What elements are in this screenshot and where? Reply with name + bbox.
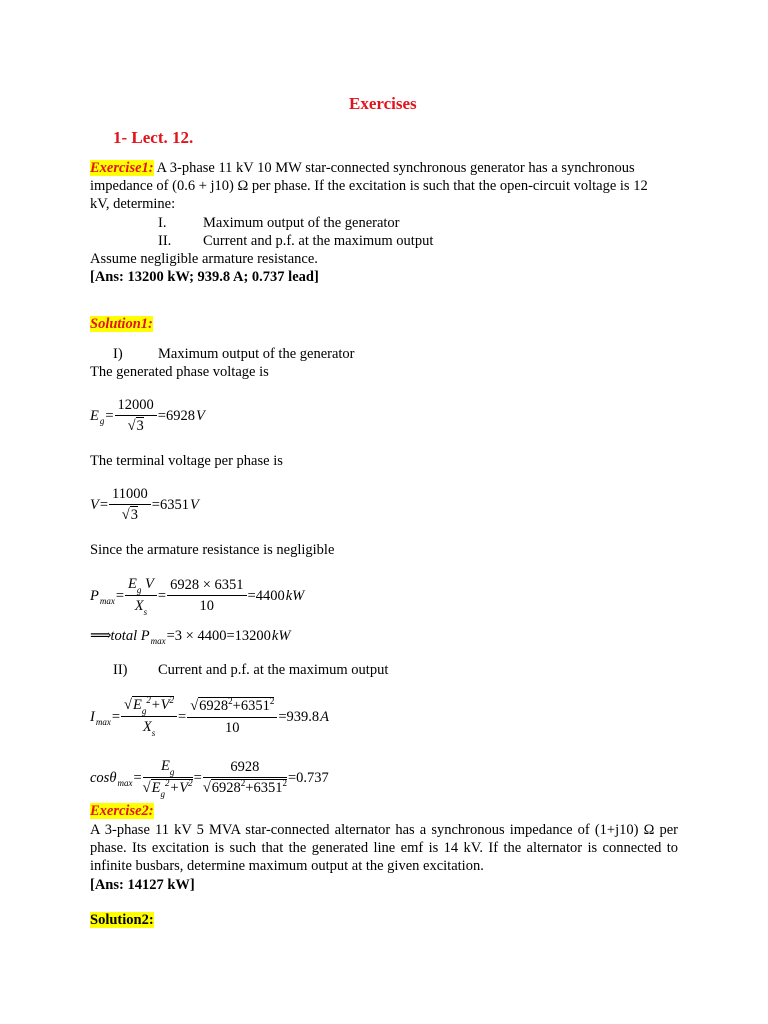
implies-arrow-icon: ⟹ (90, 628, 110, 644)
pmax-lhs: P (90, 587, 99, 604)
cos-num2: 6928 (203, 758, 287, 778)
part2-num: II) (113, 662, 128, 678)
exercise2-label: Exercise2: (90, 803, 154, 819)
pmax-num1-b: V (141, 576, 154, 592)
cos-result: =0.737 (287, 769, 329, 786)
solution1-label: Solution1: (90, 316, 153, 332)
pmax-num1: E (128, 576, 137, 592)
pmax-fraction-2 (167, 576, 246, 615)
imax-result: =939.8 (278, 708, 320, 725)
pmax-num2: 6928 × 6351 (167, 576, 246, 596)
eg-unit: V (195, 407, 205, 424)
exercise1-item-1-text: Maximum output of the generator (203, 215, 400, 231)
pmax-den1: X (134, 598, 144, 614)
imax-unit: A (320, 708, 330, 725)
cos-fraction-1: $\frac{E_g}{√E_g^2+V^2}$ (142, 758, 193, 799)
v-lhs: V (90, 496, 99, 513)
exercise1-assume: Assume negligible armature resistance. (90, 251, 318, 267)
eg-result: =6928 (157, 407, 195, 424)
lecture-heading: 1- Lect. 12. (113, 128, 194, 147)
cos-lhs-sub: max (117, 777, 133, 788)
eg-lhs: E (90, 407, 99, 424)
exercise1-line3: kV, determine: (90, 196, 176, 212)
v-denominator: 3 (130, 507, 139, 523)
page-title: Exercises (349, 94, 417, 113)
eg-numerator: 12000 (115, 396, 157, 416)
imax-lhs-sub: max (95, 716, 111, 727)
eg-denominator: 3 (136, 418, 144, 434)
total-prefix: total P (110, 628, 150, 644)
cos-den2b: +6351 (245, 779, 283, 796)
imax-den1: X (142, 719, 152, 735)
cos-fraction-2: $\frac{6928}{√6928^2+6351^2}$ (202, 758, 287, 796)
exercise1-line1: A 3-phase 11 kV 10 MW star-connected synchronous generator has a synchronous (153, 160, 635, 176)
v-numerator: 11000 (109, 485, 151, 505)
pmax-num1-sub: g (136, 585, 142, 595)
part1-text: Maximum output of the generator (158, 346, 355, 362)
equation-eg: E g = $\frac{12000}{√3}$ =6928 V (90, 397, 205, 434)
part2-text: Current and p.f. at the maximum output (158, 662, 389, 678)
imax-fraction-2: $\frac{√6928^2+6351^2}{10}$ (187, 697, 277, 737)
cos-num1: E (160, 758, 170, 774)
exercise1-answer: [Ans: 13200 kW; 939.8 A; 0.737 lead] (90, 269, 319, 285)
equation-imax: I max = $\frac{√E_g^2+V^2}{X_s}$ = $\frac{√6928^2+6351^2}{10}$ =939.8 A (90, 695, 330, 738)
imax-num2-b: +6351 (232, 697, 270, 714)
imax-num2: 6928 (199, 697, 229, 714)
total-unit: kW (271, 628, 291, 644)
cos-lhs: cosθ (90, 769, 117, 786)
exercise1-label: Exercise1: (90, 160, 154, 176)
eg-lhs-sub: g (99, 415, 105, 426)
imax-den1-sub: s (151, 728, 156, 738)
total-result: =3 × 4400=13200 (166, 628, 271, 644)
pmax-den2: 10 (199, 598, 215, 614)
negligible-text: Since the armature resistance is negligible (90, 542, 335, 558)
imax-den2: 10 (225, 719, 240, 736)
pmax-result: =4400 (247, 587, 285, 604)
exercise2-text: A 3-phase 11 kV 5 MVA star-connected alternator has a synchronous impedance of (1+j10) Ω per phase. Its excitation is such that the generated line emf is 14 kV. If the alternator is connected to infinite busbars, determine maximum output at the given excitation. (90, 822, 678, 874)
equation-cos: cosθ max = $\frac{E_g}{√E_g^2+V^2}$ = $\frac{6928}{√6928^2+6351^2}$ =0.737 (90, 758, 329, 799)
part1-num: I) (113, 346, 123, 362)
pmax-fraction-1 (125, 575, 157, 616)
equation-total (90, 627, 290, 645)
v-result: =6351 (151, 496, 189, 513)
pmax-unit: kW (285, 587, 305, 604)
pmax-den1-sub: s (143, 607, 148, 617)
exercise1-item-2-num: II. (158, 233, 172, 249)
solution2-label: Solution2: (90, 912, 154, 928)
cos-num1-sub: g (169, 767, 175, 777)
generated-voltage-text: The generated phase voltage is (90, 364, 269, 380)
v-unit: V (189, 496, 199, 513)
cos-den2a: 6928 (211, 779, 241, 796)
pmax-lhs-sub: max (99, 595, 115, 606)
terminal-voltage-text: The terminal voltage per phase is (90, 453, 283, 469)
total-sub: max (150, 636, 166, 646)
v-fraction: $\frac{11000}{√3}$ (109, 485, 151, 524)
exercise2-answer: [Ans: 14127 kW] (90, 877, 195, 893)
exercise1-line2: impedance of (0.6 + j10) Ω per phase. If the excitation is such that the open-circuit voltage is 12 (90, 178, 648, 194)
exercise1-item-2-text: Current and p.f. at the maximum output (203, 233, 434, 249)
exercise1-item-1-num: I. (158, 215, 167, 231)
imax-lhs: I (90, 708, 95, 725)
equation-v: V = $\frac{11000}{√3}$ =6351 V (90, 486, 199, 523)
exercise1-paragraph (90, 159, 678, 213)
imax-fraction-1: $\frac{√E_g^2+V^2}{X_s}$ (121, 696, 177, 737)
eg-fraction: $\frac{12000}{√3}$ (115, 396, 157, 435)
equation-pmax: P max = $\frac{E_g V}{X_s}$ = $\frac{6928 \times 6351}{10}$ =4400 kW (90, 576, 305, 617)
